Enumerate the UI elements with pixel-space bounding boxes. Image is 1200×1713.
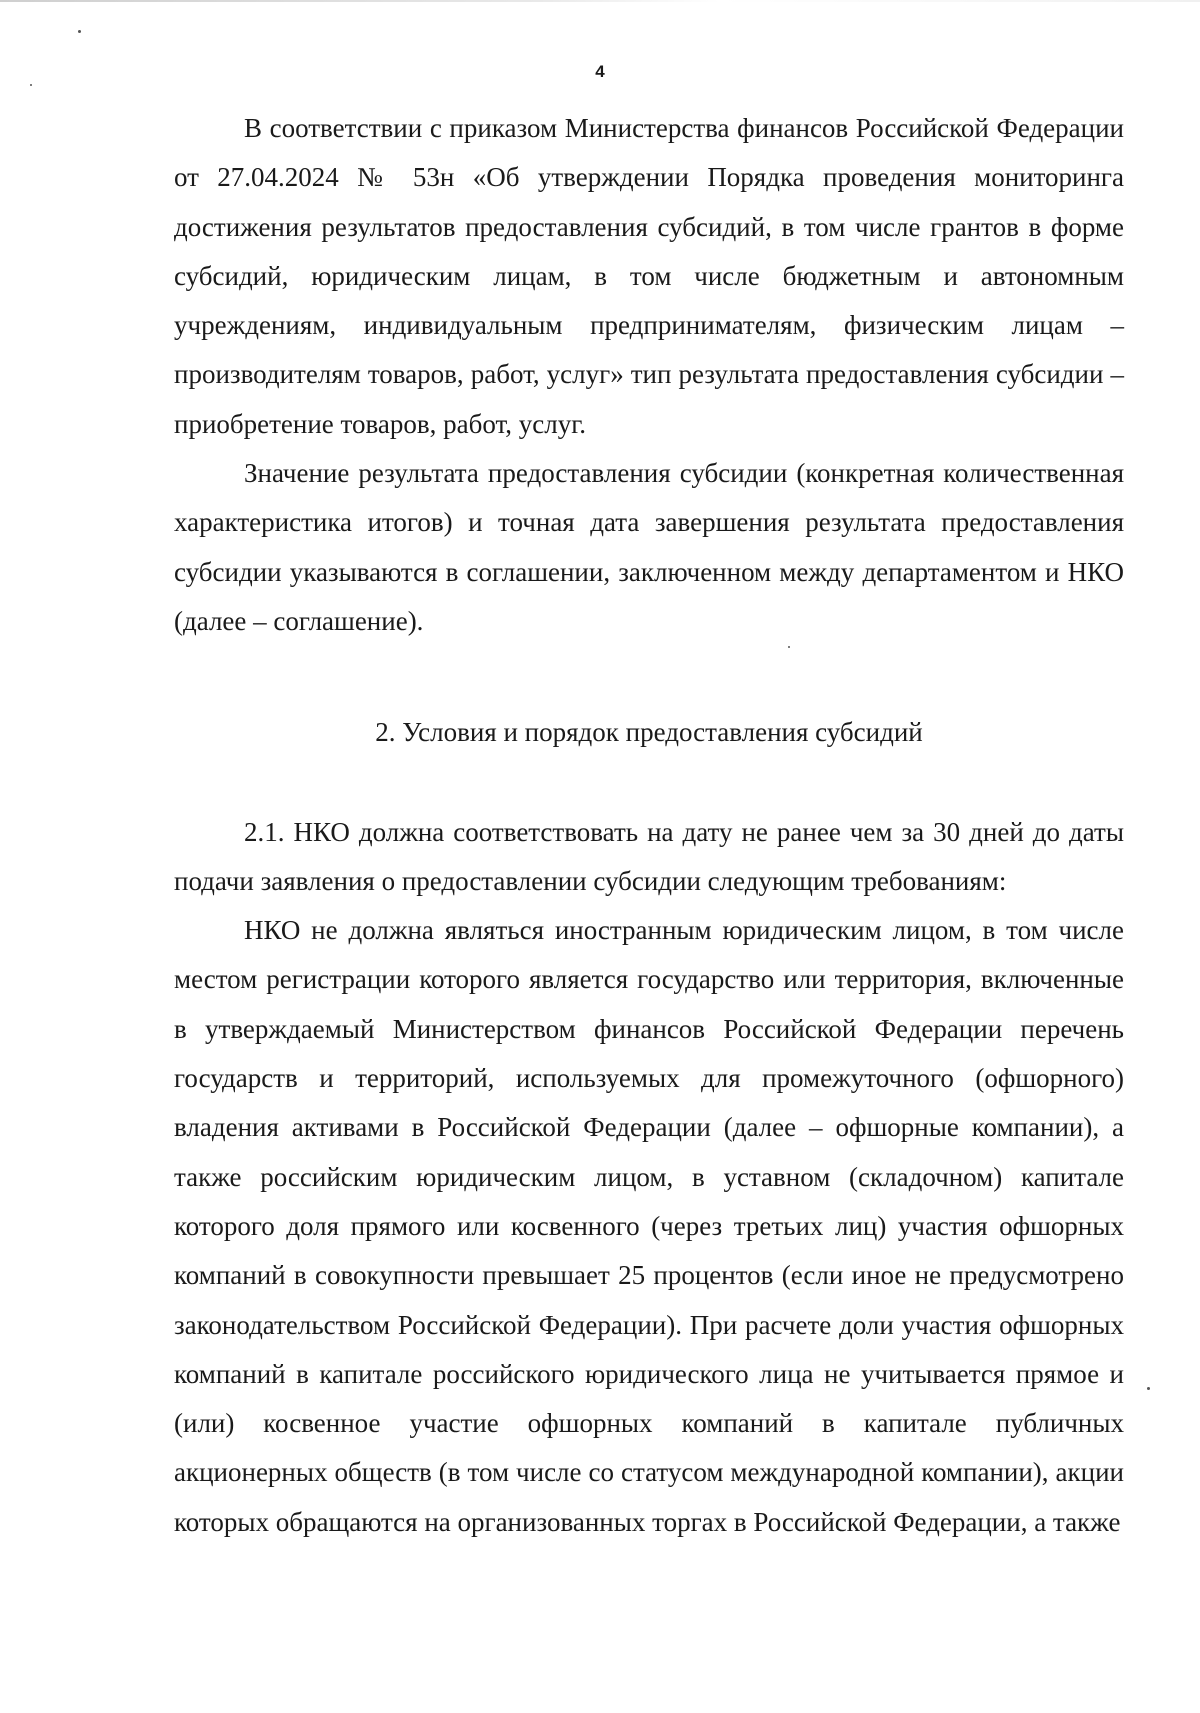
document-body [174,104,1124,1547]
section-heading: 2. Условия и порядок предоставления субсидий [375,717,923,748]
scan-edge-line [0,0,1200,2]
paragraph-offshore-requirement: НКО не должна являться иностранным юридическим лицом, в том числе местом регистрации которого является государство или территория, включенные в утверждаемый Министерством финансов Российской Федерации перечень государств и территорий, используемых для промежуточного (офшорного) владения активами в Российской Федерации (далее – офшорные компании), а также российским юридическим лицом, в уставном (складочном) капитале которого доля прямого или косвенного (через третьих лиц) участия офшорных компаний в совокупности превышает 25 процентов (если иное не предусмотрено законодательством Российской Федерации). При расчете доли участия офшорных компаний в капитале российского юридического лица не учитывается прямое и (или) косвенное участие офшорных компаний в капитале публичных акционерных обществ (в том числе со статусом международной компании), акции которых обращаются на организованных торгах в Российской Федерации, а также [174,915,1124,1537]
paragraph-result-value: Значение результата предоставления субсидии (конкретная количественная характеристика итогов) и точная дата завершения результата предоставления субсидии указываются в соглашении, заключенном между департаментом и НКО (далее – соглашение). [174,458,1124,636]
scan-speck [1147,1387,1150,1390]
paragraph-result-type: В соответствии с приказом Министерства финансов Российской Федерации от 27.04.2024 № 53н «Об утверждении Порядка проведения мониторинга достижения результатов предоставления субсидий, в том числе грантов в форме субсидий, юридическим лицам, в том числе бюджетным и автономным учреждениям, индивидуальным предпринимателям, физическим лицам – производителям товаров, работ, услуг» тип результата предоставления субсидии – приобретение товаров, работ, услуг. [174,113,1124,439]
spacer [174,646,1124,708]
page-number: 4 [595,62,605,81]
scan-speck [30,84,32,86]
paragraph-2-1: 2.1. НКО должна соответствовать на дату не ранее чем за 30 дней до даты подачи заявления о предоставлении субсидии следующим требованиям: [174,816,1124,896]
scan-speck [78,30,81,33]
spacer [174,758,1124,808]
